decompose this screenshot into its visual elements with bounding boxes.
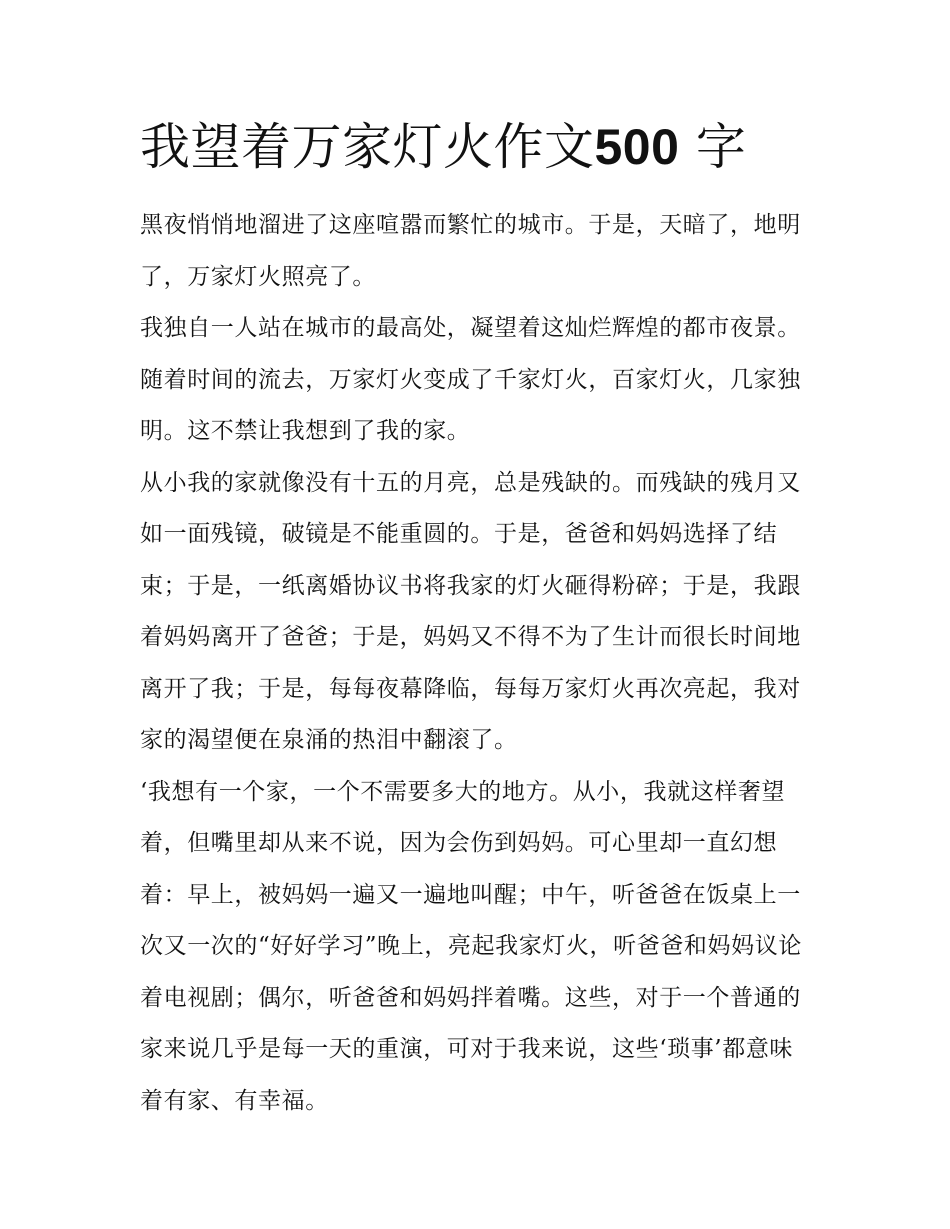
essay-body [140,200,815,1127]
title-main: 我望着万家灯火作文 [140,118,595,176]
paragraph-3: 从小我的家就像没有十五的月亮，总是残缺的。而残缺的残月又如一面残镜，破镜是不能重圆的。于是，爸爸和妈妈选择了结束；于是，一纸离婚协议书将我家的灯火砸得粉碎；于是，我跟着妈妈离开了爸爸；于是，妈妈又不得不为了生计而很长时间地离开了我；于是，每每夜幕降临，每每万家灯火再次亮起，我对家的渴望便在泉涌的热泪中翻滚了。 [140,469,801,753]
paragraph-1: 黑夜悄悄地溜进了这座喧嚣而繁忙的城市。于是，天暗了，地明了，万家灯火照亮了。 [140,212,801,290]
paragraph-2: 我独自一人站在城市的最高处，凝望着这灿烂辉煌的都市夜景。随着时间的流去，万家灯火变成了千家灯火，百家灯火，几家独明。这不禁让我想到了我的家。 [140,315,801,444]
paragraph-4: ‘我想有一个家，一个不需要多大的地方。从小，我就这样奢望着，但嘴里却从来不说，因为会伤到妈妈。可心里却一直幻想着：早上，被妈妈一遍又一遍地叫醒；中午，听爸爸在饭桌上一次又一次的“好好学习”晚上，亮起我家灯火，听爸爸和妈妈议论着电视剧；偶尔，听爸爸和妈妈拌着嘴。这些，对于一个普通的家来说几乎是每一天的重演，可对于我来说，这些‘琐事’都意味着有家、有幸福。 [140,778,802,1114]
title-number: 500 [594,119,680,175]
title-suffix: 字 [695,118,747,176]
essay-title [140,112,746,182]
